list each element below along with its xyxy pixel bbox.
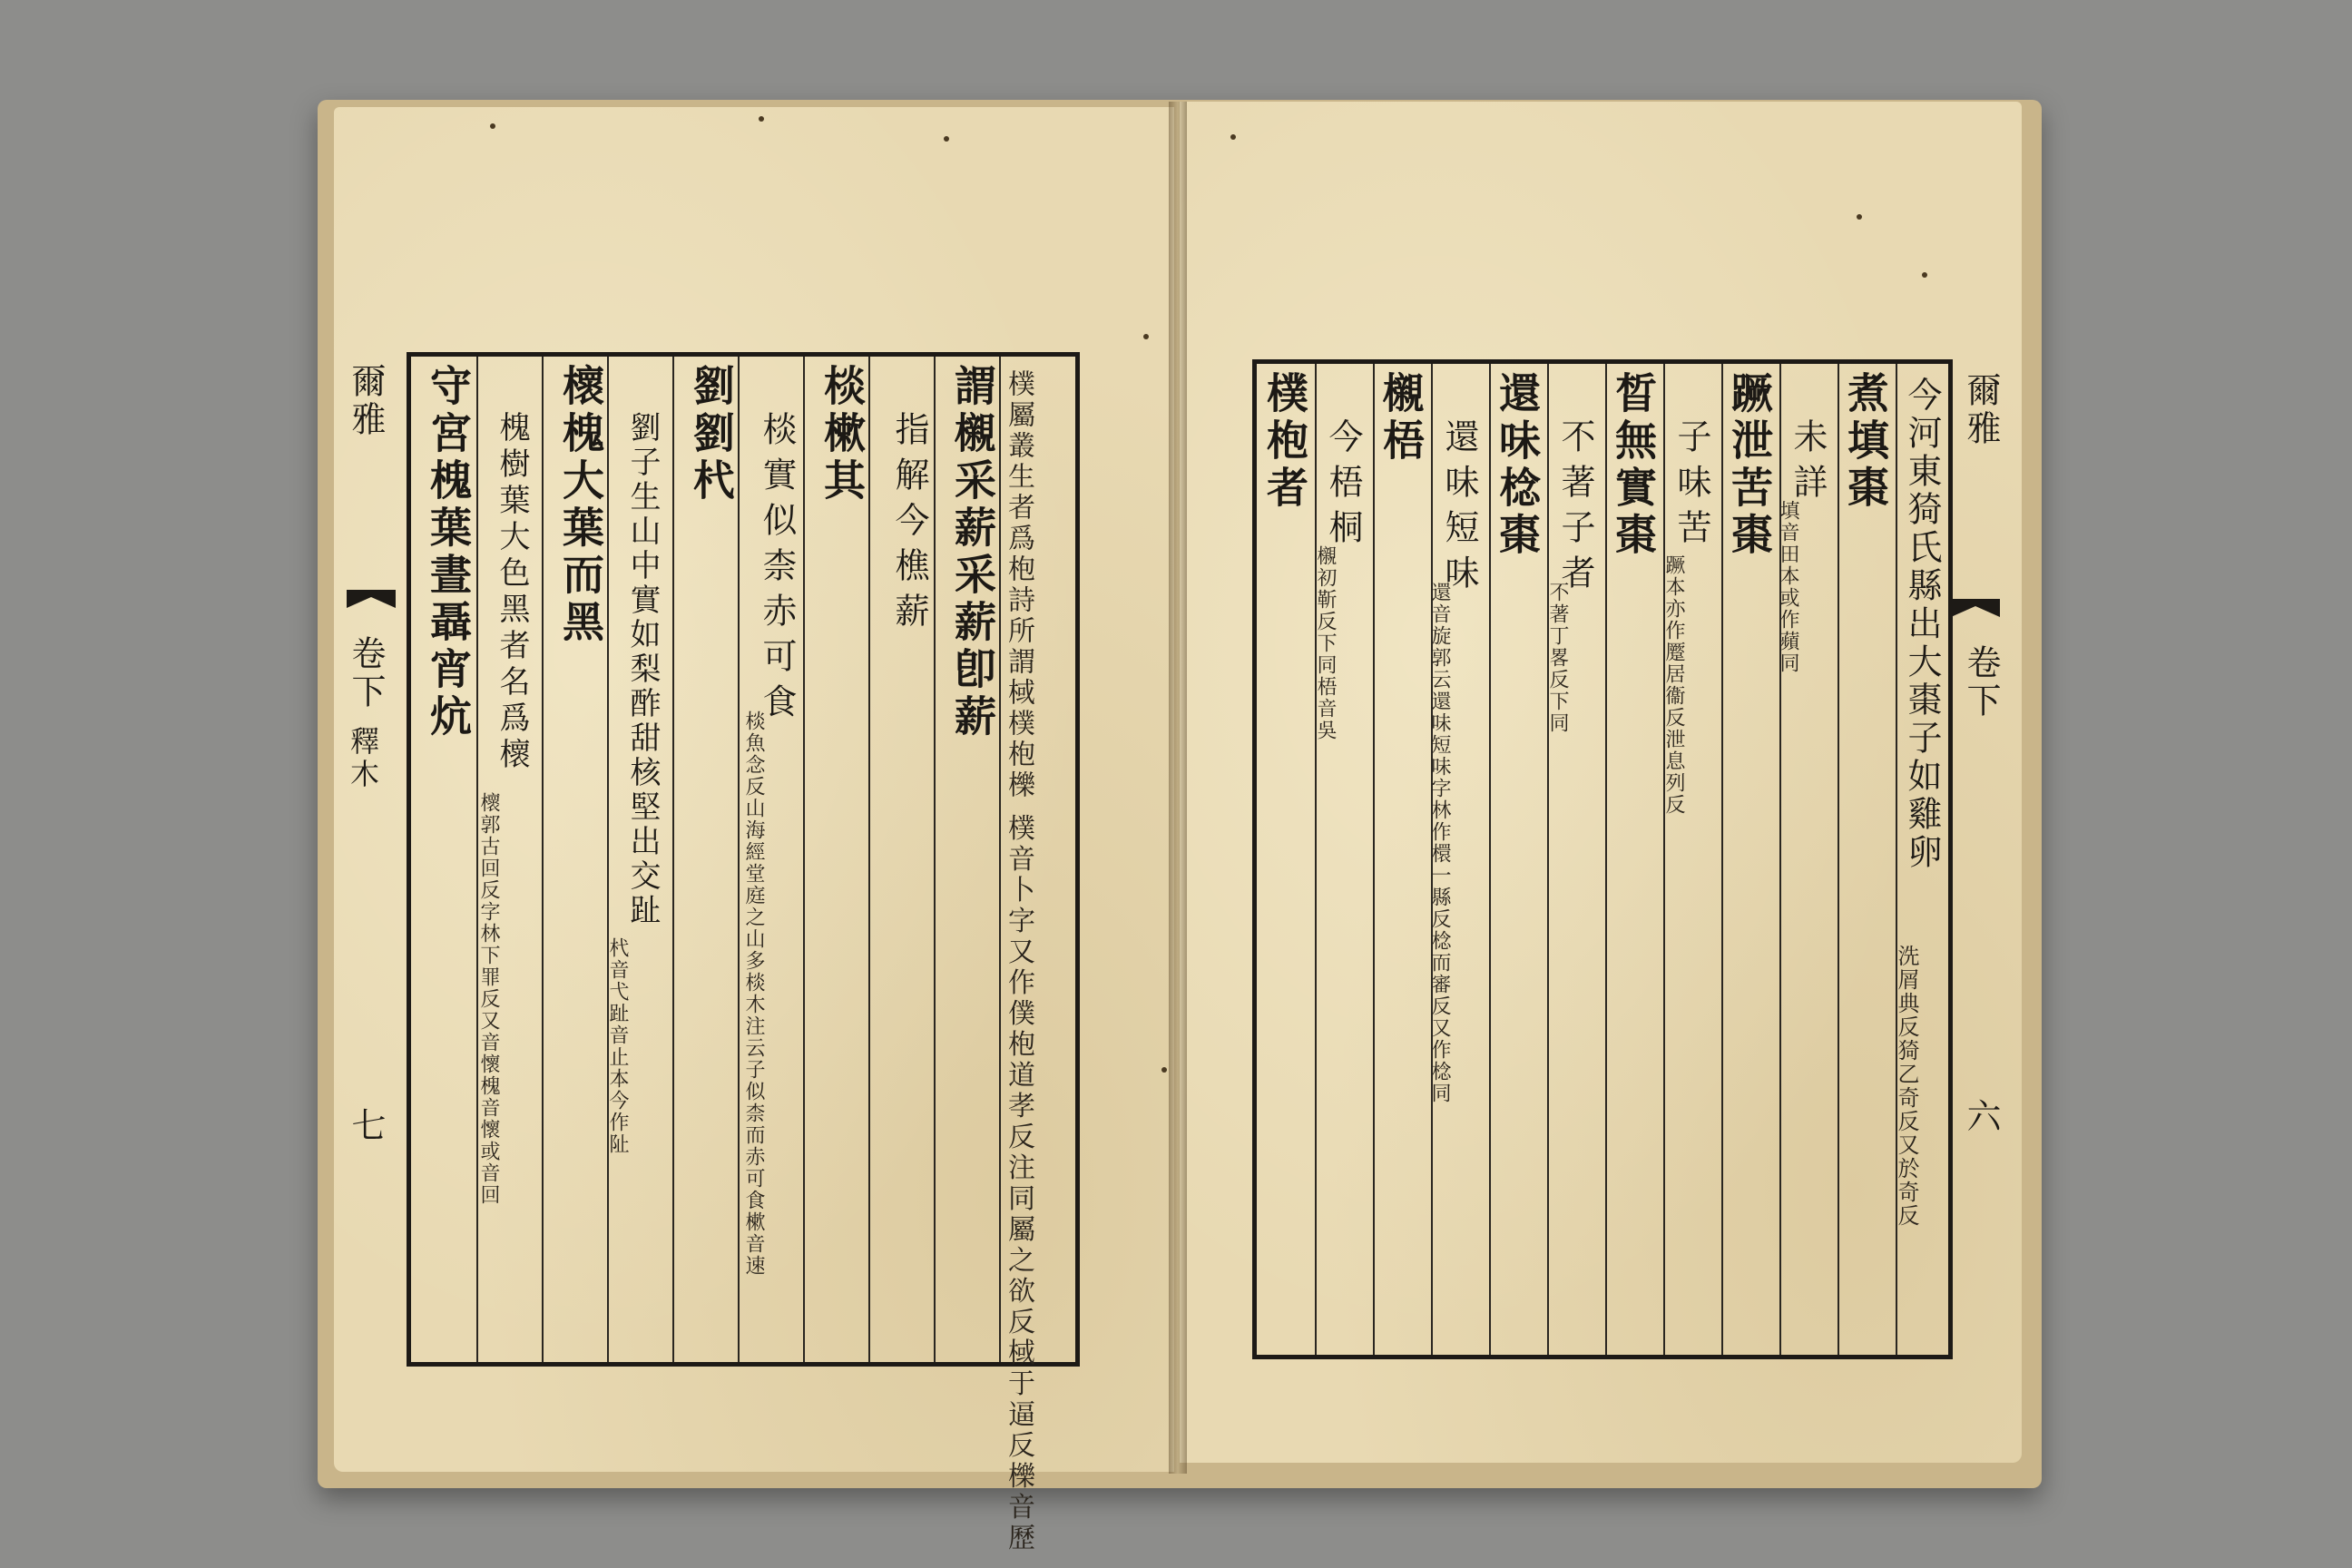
- gloss-text: 子味苦: [1671, 418, 1711, 554]
- annotation-note: 不著丁畧反下同: [1546, 582, 1569, 734]
- right-margin-page-number: 六: [1961, 1098, 2001, 1136]
- entry-heading: 晳無實棗: [1609, 371, 1658, 560]
- gloss-text: 棪實似柰赤可食: [757, 411, 797, 729]
- entry-heading: 還味棯棗: [1493, 371, 1542, 560]
- left-text-frame: [407, 352, 1080, 1554]
- column-text: 樸屬叢生者爲枹詩所謂棫樸枹櫟 樸音卜字又作僕枹道孝反注同屬之欲反棫于逼反櫟音歷: [1003, 369, 1034, 1554]
- entry-heading: 謂櫬采薪采薪卽薪: [948, 364, 997, 741]
- annotation-note: 洗屑典反猗乙奇反又於奇反: [1894, 945, 1919, 1228]
- right-margin-title: 爾雅: [1961, 372, 2001, 448]
- paper-speck: [1230, 134, 1236, 140]
- paper-speck: [490, 123, 495, 129]
- left-margin-page-number: 七: [346, 1107, 386, 1145]
- gloss-text: 今河東猗氏縣出大棗子如雞卵: [1902, 377, 1942, 872]
- entry-heading: 煮填棗: [1841, 371, 1890, 513]
- gloss-text: 指解今樵薪: [889, 411, 929, 638]
- gloss-text: 今梧桐: [1323, 418, 1363, 554]
- left-margin-section: 釋木: [346, 726, 380, 791]
- entry-heading: 劉劉杙: [687, 364, 736, 505]
- gloss-text: 未詳: [1788, 418, 1828, 509]
- left-margin-juan: 卷下: [346, 635, 386, 711]
- paper-speck: [1922, 272, 1927, 278]
- right-margin-juan: 卷下: [1961, 644, 2001, 720]
- annotation-note: 還音旋郭云還味短味字林作檈一縣反棯而審反又作棯同: [1428, 582, 1451, 1104]
- entry-heading: 櫬梧: [1377, 371, 1426, 466]
- annotation-note: 櫬初靳反下同梧音吳: [1314, 545, 1337, 741]
- annotation-note: 棪魚念反山海經堂庭之山多棪木注云子似柰而赤可食樕音速: [742, 710, 765, 1277]
- annotation-note: 蹶本亦作蹷居衞反泄息列反: [1662, 554, 1685, 816]
- entry-heading: 棪樕其: [818, 364, 867, 505]
- entry-heading: 樸枹者: [1260, 371, 1309, 513]
- entry-heading: 蹶泄苦棗: [1725, 371, 1774, 560]
- entry-heading: 守宮槐葉晝聶宵炕: [424, 364, 473, 741]
- annotation-note: 櫰郭古回反字林下罪反又音懷槐音懷或音回: [477, 792, 500, 1206]
- gloss-text: 還味短味: [1439, 418, 1479, 600]
- book-gutter: [1169, 102, 1187, 1474]
- annotation-note: 杙音弋趾音止本今作阯: [606, 937, 629, 1155]
- paper-speck: [1857, 214, 1862, 220]
- left-margin-title: 爾雅: [346, 363, 386, 439]
- paper-speck: [944, 136, 949, 142]
- right-text-frame: [1252, 359, 1953, 1359]
- gloss-text: 不著子者: [1555, 418, 1595, 600]
- paper-speck: [1161, 1067, 1167, 1073]
- gloss-text: 劉子生山中實如梨酢甜核堅出交趾: [624, 411, 661, 928]
- entry-heading: 櫰槐大葉而黑: [556, 364, 605, 647]
- paper-speck: [1143, 334, 1149, 339]
- annotation-note: 填音田本或作蘋同: [1777, 500, 1799, 674]
- gloss-text: 槐樹葉大色黑者名爲櫰: [494, 411, 530, 774]
- paper-speck: [759, 116, 764, 122]
